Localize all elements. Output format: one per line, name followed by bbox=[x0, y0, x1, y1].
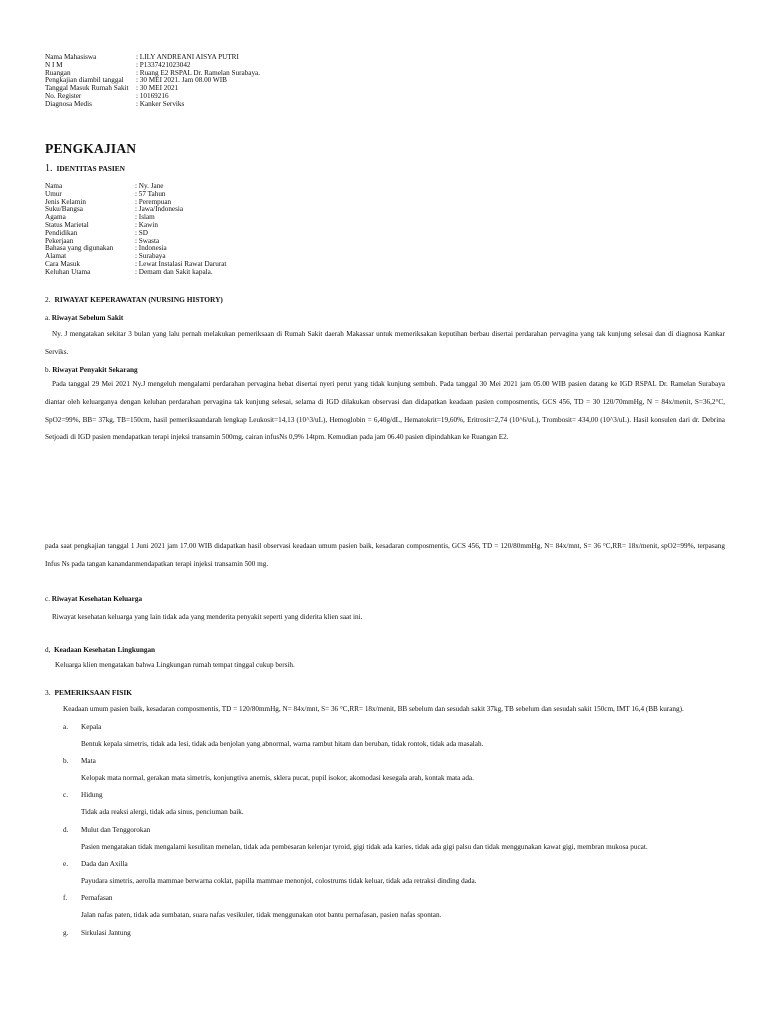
field-value: : SD bbox=[135, 230, 148, 238]
field-label: Jenis Kelamin bbox=[45, 197, 86, 206]
field-label: Alamat bbox=[45, 252, 67, 261]
exam-item-letter: c. bbox=[63, 791, 68, 799]
subsection-title: Keadaan Kesehatan Lingkungan bbox=[53, 646, 156, 654]
field-value: : Lewat Instalasi Rawat Darurat bbox=[135, 261, 226, 269]
paragraph-text: Pada tanggal 29 Mei 2021 Ny.J mengeluh mengalami perdarahan pervagina hebat disertai nyeri perut yang tidak kunjung sembuh. Pada tanggal 30 Mei 2021 jam 05.00 WIB pasien datang ke IGD RSPAL Dr. Ramelan Surabaya diantar oleh keluarganya dengan keluhan perdarahan pervagina tak kunjung selesai, selama di IGD dilakukan observasi dan didapatkan keadaan pasien composmentis, GCS 456, TD = 30 120/70mmHg, N = 84x/menit, S=36,2°C, SpO2=99%, BB= 37kg, TB=150cm, hasil pemeriksaandarah lengkap Leukosit=14,13 (10^3/uL), Hemoglobin = 6,40g/dL, Hematokrit=19,60%, Eritrosit=2,74 (10^6/uL), Trombosit= 434,00 (10^3/uL). Hasil konsulen dari dr. Debrina Setjoadi di IGD pasien mendapatkan terapi injeksi transamin 500mg, cairan infusNs 0,9% 14tpm. Kemudian pada jam 06.40 pasien dipindahkan ke Ruangan E2. bbox=[45, 380, 725, 442]
field-label: Agama bbox=[45, 213, 66, 222]
field-label: No. Register bbox=[45, 91, 82, 100]
exam-item-description: Kelopak mata normal, gerakan mata simetris, konjungtiva anemis, sklera pucat, pupil isokor, akomodasi kesegala arah, kontak mata ada. bbox=[81, 774, 474, 782]
exam-item-letter: a. bbox=[63, 723, 68, 731]
field-value: : Perempuan bbox=[135, 199, 171, 207]
exam-item-letter: e. bbox=[63, 860, 68, 868]
subsection-letter: c. bbox=[45, 595, 50, 603]
paragraph-text: Keluarga klien mengatakan bahwa Lingkungan rumah tempat tinggal cukup bersih. bbox=[55, 661, 295, 669]
subsection-title: Riwayat Sebelum Sakit bbox=[51, 314, 124, 322]
exam-item-description: Jalan nafas paten, tidak ada sumbatan, suara nafas vesikuler, tidak menggunakan otot bantu pernafasan, pasien nafas spontan. bbox=[81, 911, 442, 919]
field-label: Pendidikan bbox=[45, 228, 78, 237]
field-label: Keluhan Utama bbox=[45, 267, 91, 276]
exam-item-letter: g. bbox=[63, 929, 69, 937]
exam-item-description: Bentuk kepala simetris, tidak ada lesi, tidak ada benjolan yang abnormal, warna rambut hitam dan beruban, tidak rontok, tidak ada masalah. bbox=[81, 740, 484, 748]
subsection-heading bbox=[45, 646, 155, 654]
subsection-letter: b. bbox=[45, 366, 51, 374]
paragraph bbox=[45, 538, 725, 574]
field-value: : Swasta bbox=[135, 238, 159, 246]
exam-item-title: Dada dan Axilla bbox=[81, 860, 128, 868]
identity-info bbox=[45, 183, 226, 277]
section-heading-physical-exam bbox=[45, 688, 132, 697]
field-label: Diagnosa Medis bbox=[45, 99, 92, 108]
exam-item-title: Pernafasan bbox=[81, 894, 113, 902]
field-value: : Surabaya bbox=[135, 253, 166, 261]
field-label: Nama bbox=[45, 182, 63, 190]
field-value: : Kawin bbox=[135, 222, 158, 230]
section-number: 3. bbox=[45, 688, 51, 697]
paragraph bbox=[45, 326, 725, 362]
field-label: Umur bbox=[45, 189, 62, 198]
exam-item-description: Tidak ada reaksi alergi, tidak ada sinus, penciuman baik. bbox=[81, 808, 244, 816]
field-value: : Demam dan Sakit kapala. bbox=[135, 269, 213, 277]
field-value: : Kanker Serviks bbox=[136, 101, 184, 109]
field-value: : Islam bbox=[135, 214, 155, 222]
exam-item-title: Hidung bbox=[81, 791, 103, 799]
section-title: IDENTITAS PASIEN bbox=[56, 164, 126, 173]
section-title: PEMERIKSAAN FISIK bbox=[54, 688, 132, 697]
field-value: : 10169216 bbox=[136, 93, 169, 101]
field-label: Bahasa yang digunakan bbox=[45, 244, 114, 253]
field-label: Pengkajian diambil tanggal bbox=[45, 76, 124, 85]
page-title: PENGKAJIAN bbox=[45, 141, 137, 156]
paragraph-text: Riwayat kesehatan keluarga yang lain tidak ada yang menderita penyakit seperti yang diderita klien saat ini. bbox=[52, 613, 363, 621]
paragraph-text: Ny. J mengatakan sekitar 3 bulan yang lalu pernah melakukan pemeriksaan di Rumah Sakit daerah Makassar untuk memeriksakan keputihan berbau disertai perdarahan pervagina yang tak kunjung selesai dan di diagnosa Kankar Serviks. bbox=[45, 330, 725, 356]
section-number: 2. bbox=[45, 295, 51, 304]
exam-item-letter: f. bbox=[63, 894, 68, 902]
field-value: : Jawa/Indonesia bbox=[135, 206, 183, 214]
subsection-heading bbox=[45, 314, 123, 322]
subsection-title: Riwayat Kesehatan Keluarga bbox=[51, 595, 143, 603]
exam-item-description: Payudara simetris, aerolla mammae berwarna coklat, papilla mammae menonjol, colostrums tidak keluar, tidak ada retraksi dinding dada. bbox=[81, 877, 477, 885]
exam-item-letter: d. bbox=[63, 826, 69, 834]
exam-item-title: Kepala bbox=[81, 723, 102, 731]
paragraph bbox=[45, 376, 725, 447]
subsection-heading bbox=[45, 595, 142, 603]
field-label: Tanggal Masuk Rumah Sakit bbox=[45, 84, 129, 93]
identity-row bbox=[45, 269, 226, 277]
section-number: 1. bbox=[45, 163, 53, 174]
student-info bbox=[45, 54, 260, 109]
section-heading-identity bbox=[45, 163, 125, 174]
field-label: Suku/Bangsa bbox=[45, 205, 83, 214]
subsection-letter: d, bbox=[45, 646, 51, 654]
field-label: Pekerjaan bbox=[45, 236, 74, 245]
paragraph-text: pada saat pengkajian tanggal 1 Juni 2021 jam 17.00 WIB didapatkan hasil observasi keadaan umum pasien baik, kesadaran composmentis, GCS 456, TD = 120/80mmHg, N= 84x/mnt, S= 36 °C,RR= 18x/menit, spO2=99%, terpasang Infus Ns pada tangan kanandanmendapatkan terapi injeksi transamin 500 mg. bbox=[45, 542, 725, 568]
field-label: Cara Masuk bbox=[45, 259, 80, 268]
exam-item-letter: b. bbox=[63, 757, 69, 765]
exam-item-title: Mata bbox=[81, 757, 96, 765]
field-value: : P1337421023042 bbox=[136, 62, 191, 70]
field-value: : 30 MEI 2021. Jam 08.00 WIB bbox=[136, 77, 227, 85]
section-title: RIWAYAT KEPERAWATAN (NURSING HISTORY) bbox=[54, 295, 223, 304]
field-value: : LILY ANDREANI AISYA PUTRI bbox=[136, 54, 239, 62]
field-value: : Ny. Jane bbox=[135, 183, 163, 191]
subsection-letter: a. bbox=[45, 314, 50, 322]
field-value: : Indonesia bbox=[135, 245, 167, 253]
exam-item-title: Sirkulasi Jantung bbox=[81, 929, 131, 937]
paragraph-text: Keadaan umum pasien baik, kesadaran composmentis, TD = 120/80mmHg, N= 84x/mnt, S= 36 °C,RR= 18x/menit, BB sebelum dan sesudah sakit 37kg, TB sebelum dan sesudah sakit 150cm, IMT 16,4 (BB kurang). bbox=[63, 705, 684, 713]
field-value: : 30 MEI 2021 bbox=[136, 85, 178, 93]
exam-item-title: Mulut dan Tenggorokan bbox=[81, 826, 151, 834]
field-label: Status Marietal bbox=[45, 220, 89, 229]
subsection-title: Riwayat Penyakit Sekarang bbox=[52, 366, 138, 374]
subsection-heading bbox=[45, 366, 138, 374]
field-label: Ruangan bbox=[45, 68, 71, 77]
field-label: N I M bbox=[45, 60, 63, 69]
field-value: : 57 Tahun bbox=[135, 191, 166, 199]
field-value: : Ruang E2 RSPAL Dr. Ramelan Surabaya. bbox=[136, 70, 260, 78]
exam-item-description: Pasien mengatakan tidak mengalami kesulitan menelan, tidak ada pembesaran kelenjar tyroid, gigi tidak ada karies, tidak ada gigi palsu dan tidak menggunakan kawat gigi, membran mukosa pucat. bbox=[81, 843, 648, 851]
student-info-row bbox=[45, 101, 260, 109]
section-heading-history bbox=[45, 295, 223, 304]
field-label: Nama Mahasiswa bbox=[45, 53, 97, 61]
